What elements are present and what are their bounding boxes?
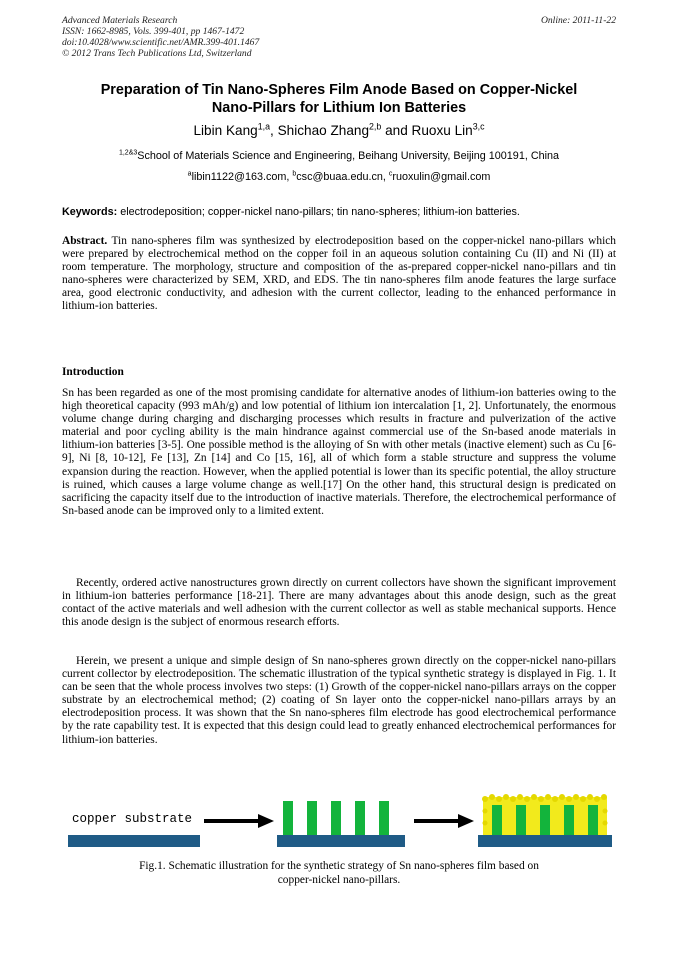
pillar [355, 801, 365, 835]
substrate-stage-3 [478, 835, 612, 847]
intro-paragraph-1: Sn has been regarded as one of the most promising candidate for alternative anodes of lithium-ion batteries owing to the high theoretical capacity (993 mAh/g) and low potential of lithium ion intercalation [1, 2]. Unfortunately, the enormous volume change during charging and discharging processes which results in fracture and pulverization of the active material and poor cycling ability is the main hindrance against commercial use of the Sn-based anode materials in lithium-ion batteries [3-5]. One possible method is the alloying of Sn with other metals (inactive element) such as Cu [6-9], Ni [8, 10-12], Fe [13], Zn [14] and Co [15, 16], all of which form a stable structure and suppress the volume expansion during the reaction. However, when the applied potential is lower than its specific potential, the alloy structure is ruined, which causes a large volume change as well.[17] On the other hand, this structural design is predicated on sacrificing the capacity itself due to the introduction of inactive materials. Therefore, the electrochemical performance of Sn-based anode can be improved only to a limited extent. [62, 387, 616, 517]
pillar [379, 801, 389, 835]
pillar [540, 805, 550, 835]
pillar [492, 805, 502, 835]
email-c: ruoxulin@gmail.com [392, 171, 491, 183]
pillar [516, 805, 526, 835]
affiliation [62, 150, 616, 162]
intro-paragraph-3: Herein, we present a unique and simple design of Sn nano-spheres grown directly on the copper-nickel nano-pillars current collector by electrodeposition. The schematic illustration of the typical synthetic strategy is displayed in Fig. 1. It can be seen that the whole process involves two steps: (1) Growth of the copper-nickel nano-pillars arrays on the copper substrate by an electrochemical method; (2) coating of Sn layer onto the copper-nickel nano-pillars arrays by an electrodeposition process. It was shown that the Sn nano-spheres film electrode has good electrochemical performance by the rate capability test. It is expected that this design could lead to greatly enhanced electrochemical performances for lithium-ion batteries. [62, 655, 616, 746]
abstract-text: Tin nano-spheres film was synthesized by electrodeposition based on the copper-nickel nano-pillars which were prepared by electrochemical method on the copper foil in an aqueous solution containing Cu (II) and Ni (II) at room temperature. The morphology, structure and composition of the as-prepared copper-nickel nano-pillars and tin nano-spheres were characterized by SEM, XRD, and EDS. The tin nano-spheres film anode features the large surface area, good electronic conductivity, and adhesion with the current collector, leading to the enhanced performance in lithium-ion batteries. [62, 235, 616, 313]
substrate-stage-2 [277, 835, 405, 847]
journal-name: Advanced Materials Research [62, 15, 178, 26]
author-2-sup: 2,b [369, 121, 382, 132]
author-sep-2: and [381, 123, 412, 138]
intro-paragraph-2: Recently, ordered active nanostructures grown directly on current collectors have shown the significant improvement in lithium-ion batteries performance [18-21]. There are many advantages about this anode design, such as the great contact of the active materials and well adhesion with the current collector as well as stable mechanical supports. Hence this anode design is the subject of enormous research efforts. [62, 577, 616, 629]
arrow-2 [414, 814, 474, 828]
pillar [331, 801, 341, 835]
keywords [62, 206, 616, 218]
journal-header [62, 15, 259, 59]
pillar [588, 805, 598, 835]
author-sep-1: , [270, 123, 278, 138]
pillar [307, 801, 317, 835]
keywords-label: Keywords: [62, 206, 118, 218]
introduction-heading: Introduction [62, 366, 124, 378]
author-emails [62, 171, 616, 183]
arrow-1 [204, 814, 274, 828]
figure-1-schematic [62, 787, 616, 857]
caption-line-1: Fig.1. Schematic illustration for the synthetic strategy of Sn nano-spheres film based on [139, 860, 539, 872]
caption-line-2: copper-nickel nano-pillars. [277, 873, 401, 886]
pillar [283, 801, 293, 835]
author-list [62, 123, 616, 138]
copper-substrate-label: copper substrate [72, 812, 193, 826]
substrate-stage-1 [68, 835, 200, 847]
title-line-1: Preparation of Tin Nano-Spheres Film Anode Based on Copper-Nickel [100, 82, 578, 98]
affiliation-text: School of Materials Science and Engineering, Beihang University, Beijing 100191, China [137, 150, 560, 162]
affiliation-sup: 1,2&3 [118, 149, 138, 157]
author-2: Shichao Zhang [277, 123, 370, 138]
doi-line: doi:10.4028/www.scientific.net/AMR.399-401.1467 [62, 37, 260, 48]
abstract-label: Abstract. [62, 235, 108, 247]
author-1: Libin Kang [193, 123, 258, 138]
tin-coated-pillars [482, 794, 608, 835]
author-1-sup: 1,a [257, 121, 270, 132]
copyright-line: © 2012 Trans Tech Publications Ltd, Switzerland [62, 48, 252, 59]
paper-title [62, 82, 616, 117]
email-c-sup: c [388, 170, 393, 178]
keywords-text: electrodeposition; copper-nickel nano-pillars; tin nano-spheres; lithium-ion batteries. [117, 206, 520, 218]
figure-1-caption [62, 860, 616, 887]
pillar [564, 805, 574, 835]
email-b: csc@buaa.edu.cn, [296, 171, 389, 183]
abstract [62, 235, 616, 314]
online-date: Online: 2011-11-22 [540, 15, 616, 26]
email-a: libin1122@163.com, [191, 171, 293, 183]
title-line-2: Nano-Pillars for Lithium Ion Batteries [211, 99, 467, 116]
email-a-sup: a [187, 170, 192, 178]
email-b-sup: b [292, 170, 297, 178]
author-3-sup: 3,c [472, 121, 485, 132]
author-3: Ruoxu Lin [411, 123, 473, 138]
issn-line: ISSN: 1662-8985, Vols. 399-401, pp 1467-1472 [62, 26, 245, 37]
